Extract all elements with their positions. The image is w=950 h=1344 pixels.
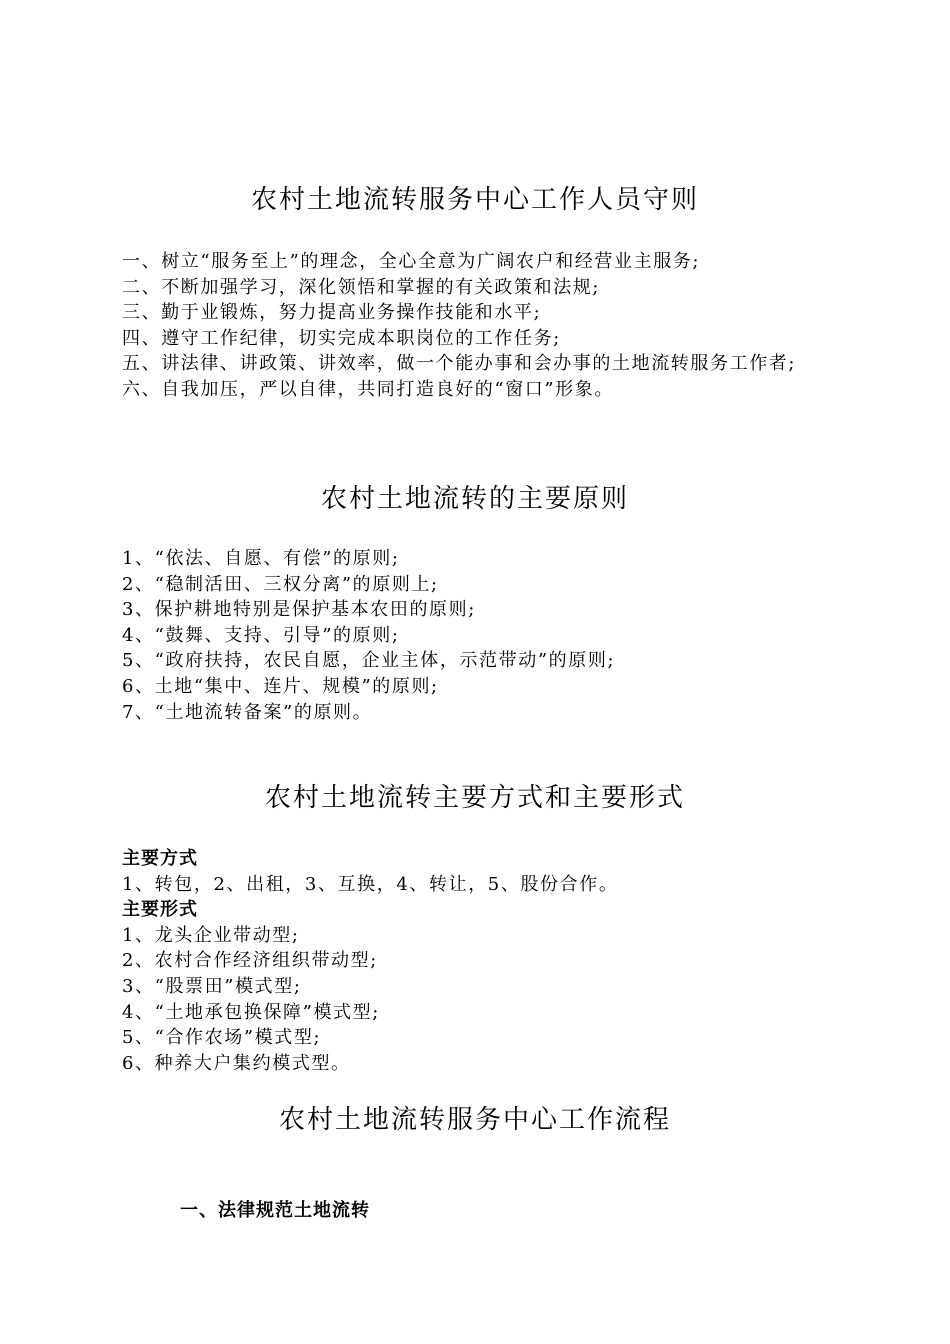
section4-title: 农村土地流转服务中心工作流程	[278, 1105, 671, 1135]
section1-list	[122, 249, 842, 403]
section1-item: 一、树立“服务至上”的理念，全心全意为广阔农户和经营业主服务;	[122, 251, 701, 272]
section2-item: 2、“稳制活田、三权分离”的原则上;	[122, 573, 439, 595]
forms-heading: 主要形式	[122, 899, 198, 921]
section2-list	[122, 546, 842, 725]
section2-title: 农村土地流转的主要原则	[320, 484, 629, 514]
form-item: 1、龙头企业带动型;	[122, 924, 300, 946]
section2-item: 1、“依法、自愿、有偿”的原则;	[122, 548, 400, 569]
methods-heading: 主要方式	[122, 848, 198, 869]
section3-content	[122, 846, 842, 1076]
section1-title: 农村土地流转服务中心工作人员守则	[250, 185, 699, 215]
section2-item: 7、“土地流转备案”的原则。	[122, 701, 373, 723]
form-item: 2、农村合作经济组织带动型;	[122, 950, 378, 972]
section3-title: 农村土地流转主要方式和主要形式	[264, 783, 685, 813]
section2-item: 3、保护耕地特别是保护基本农田的原则;	[122, 599, 476, 621]
section2-item: 6、土地“集中、连片、规模”的原则;	[122, 675, 439, 697]
section2-item: 4、“鼓舞、支持、引导”的原则;	[122, 624, 400, 646]
methods-text: 1、转包，2、出租，3、互换，4、转让，5、股份合作。	[122, 873, 619, 895]
section1-item: 四、遵守工作纪律，切实完成本职岗位的工作任务;	[122, 327, 561, 349]
form-item: 3、“股票田”模式型;	[122, 975, 302, 997]
section1-item: 二、不断加强学习，深化领悟和掌握的有关政策和法规;	[122, 276, 601, 298]
form-item: 4、“土地承包换保障”模式型;	[122, 1001, 380, 1023]
section1-item: 六、自我加压，严以自律，共同打造良好的“窗口”形象。	[122, 378, 615, 400]
form-item: 5、“合作农场”模式型;	[122, 1027, 322, 1049]
section4-subheading: 一、法律规范土地流转	[180, 1200, 370, 1221]
section1-item: 五、讲法律、讲政策、讲效率，做一个能办事和会办事的土地流转服务工作者;	[122, 353, 797, 375]
section1-item: 三、勤于业锻炼，努力提高业务操作技能和水平;	[122, 302, 542, 324]
form-item: 6、种养大户集约模式型。	[122, 1052, 351, 1074]
section2-item: 5、“政府扶持，农民自愿，企业主体，示范带动”的原则;	[122, 650, 616, 672]
